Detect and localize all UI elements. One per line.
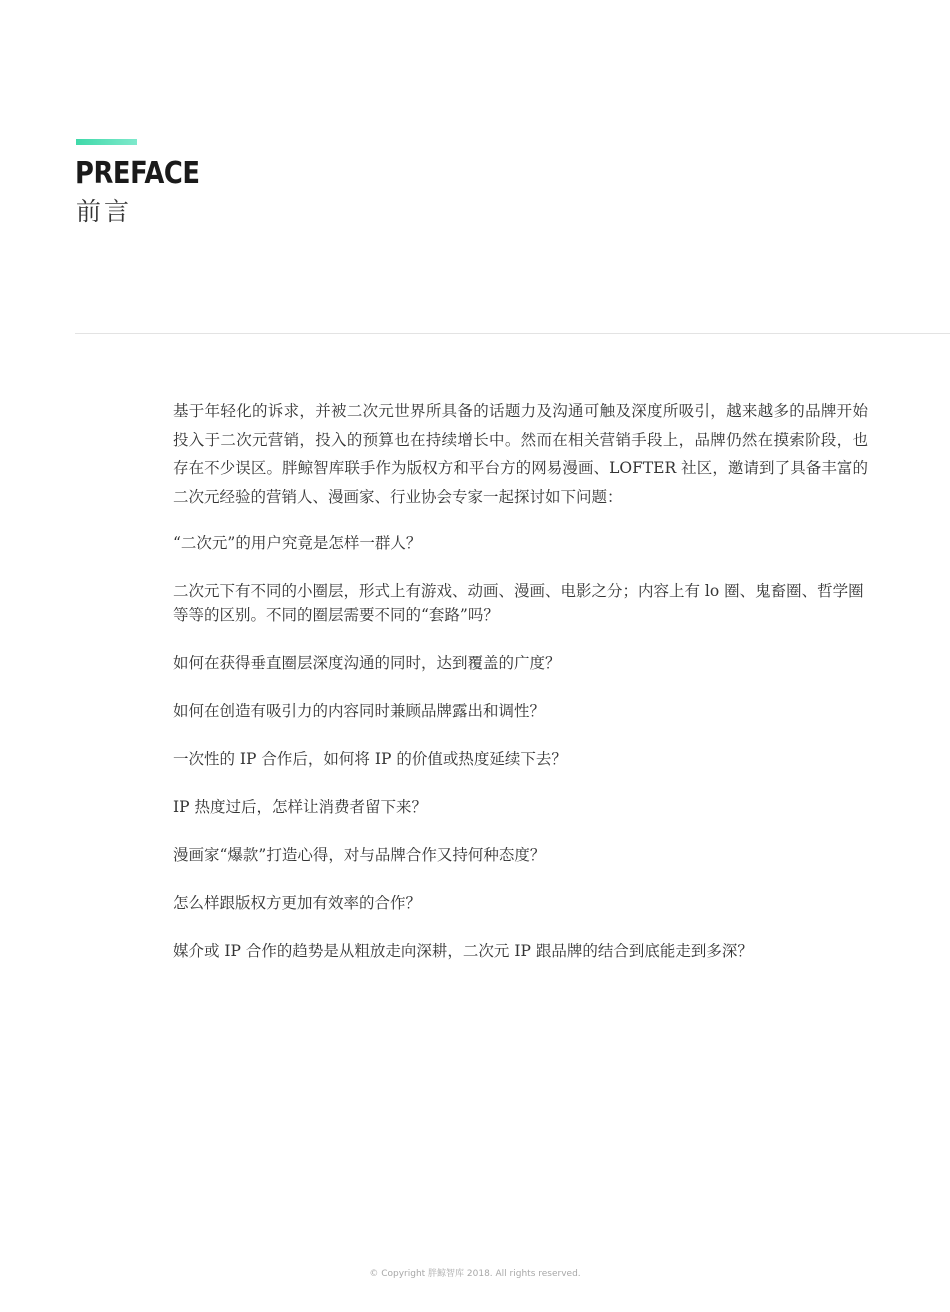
page-title-en: PREFACE xyxy=(75,156,200,191)
preface-body xyxy=(173,397,868,987)
question-item: 一次性的 IP 合作后，如何将 IP 的价值或热度延续下去？ xyxy=(173,750,567,769)
intro-paragraph: 基于年轻化的诉求，并被二次元世界所具备的话题力及沟通可触及深度所吸引，越来越多的品牌开始投入于二次元营销，投入的预算也在持续增长中。然而在相关营销手段上，品牌仍然在摸索阶段，也存在不少误区。胖鲸智库联手作为版权方和平台方的网易漫画、LOFTER 社区，邀请到了具备丰富的二次元经验的营销人、漫画家、行业协会专家一起探讨如下问题： xyxy=(173,402,868,506)
section-divider xyxy=(75,333,950,334)
copyright-footer: © Copyright 胖鲸智库 2018. All rights reserved. xyxy=(369,1269,581,1279)
question-item: 如何在获得垂直圈层深度沟通的同时，达到覆盖的广度？ xyxy=(173,654,561,673)
question-item: IP 热度过后，怎样让消费者留下来？ xyxy=(173,798,427,817)
question-item: 漫画家“爆款”打造心得，对与品牌合作又持何种态度？ xyxy=(173,846,546,865)
question-item: 二次元下有不同的小圈层，形式上有游戏、动画、漫画、电影之分；内容上有 lo 圈、鬼畜圈、哲学圈等等的区别。不同的圈层需要不同的“套路”吗？ xyxy=(173,582,864,625)
page-title-cn: 前言 xyxy=(76,197,133,226)
question-item: 媒介或 IP 合作的趋势是从粗放走向深耕，二次元 IP 跟品牌的结合到底能走到多深？ xyxy=(173,942,753,961)
accent-bar xyxy=(76,139,137,145)
question-item: “二次元”的用户究竟是怎样一群人？ xyxy=(173,534,422,553)
question-item: 怎么样跟版权方更加有效率的合作？ xyxy=(173,894,422,913)
question-item: 如何在创造有吸引力的内容同时兼顾品牌露出和调性？ xyxy=(173,702,546,721)
